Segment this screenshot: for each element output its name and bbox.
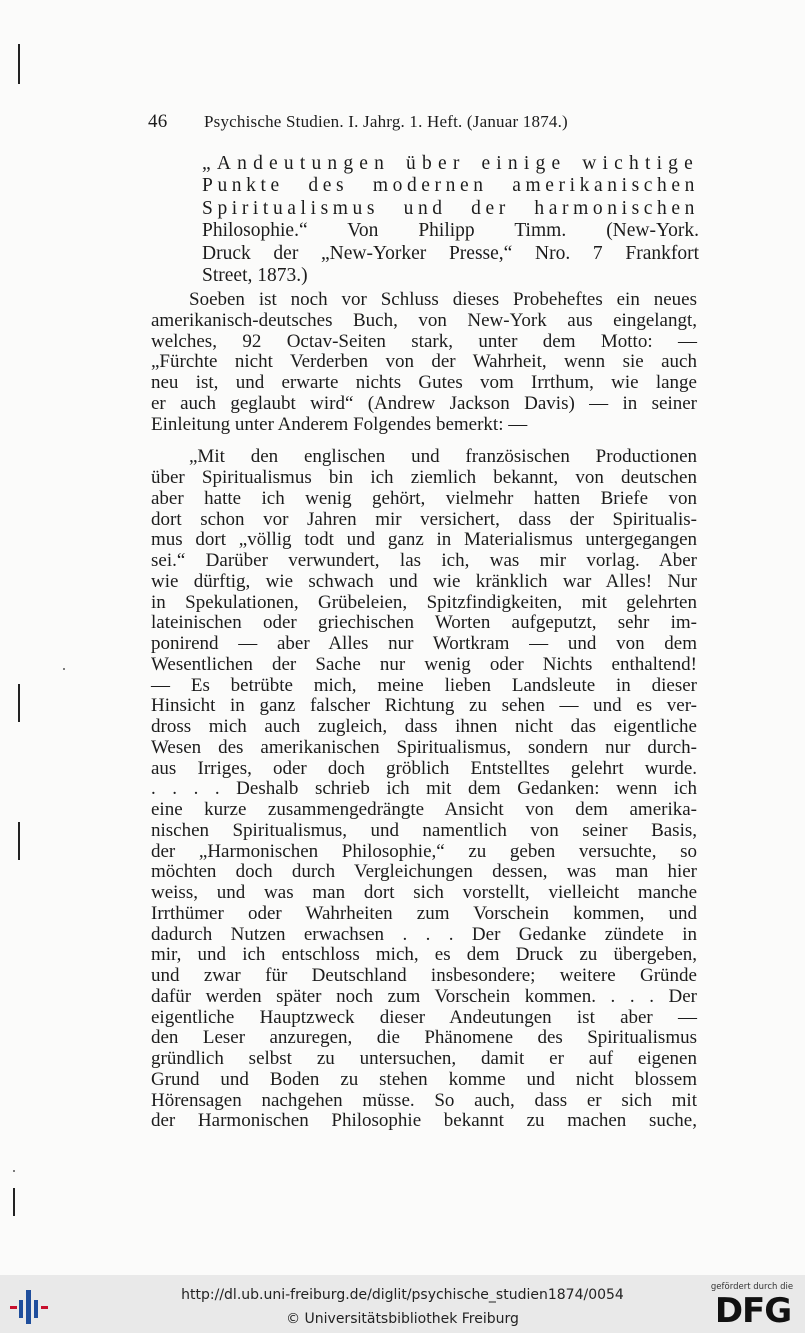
library-logo-icon xyxy=(10,1288,52,1326)
body-line: . . . . Deshalb schrieb ich mit dem Gedanken: wenn ich xyxy=(151,778,697,800)
body-line: Wesentlichen der Sache nur wenig oder Nichts enthaltend! xyxy=(151,653,697,675)
body-line: mir, und ich entschloss mich, es dem Druck zu übergeben, xyxy=(151,944,697,966)
running-header xyxy=(148,111,698,135)
body-line: Hörensagen nachgehen müsse. So auch, dass er sich mit xyxy=(151,1089,697,1111)
body-line: Grund und Boden zu stehen komme und nicht blossem xyxy=(151,1068,697,1090)
copyright-notice: © Universitätsbibliothek Freiburg xyxy=(286,1311,519,1327)
book-citation xyxy=(202,153,699,287)
margin-line xyxy=(18,44,20,84)
margin-dot xyxy=(13,1170,15,1172)
body-line: eine kurze zusammengedrängte Ansicht von dem amerika- xyxy=(151,799,697,820)
page-number: 46 xyxy=(148,111,168,132)
dfg-mark: DFG xyxy=(714,1291,792,1331)
body-line: wie dürftig, wie schwach und wie kränklich war Alles! Nur xyxy=(151,570,697,592)
body-line: „Fürchte nicht Verderben von der Wahrheit, wenn sie auch xyxy=(151,351,697,373)
body-line: gründlich selbst zu untersuchen, damit er auf eigenen xyxy=(151,1048,697,1069)
footer-bar xyxy=(0,1275,805,1333)
citation-line: Spiritualismus und der harmonischen xyxy=(202,197,699,219)
citation-line: Philosophie.“ Von Philipp Timm. (New-York. xyxy=(202,220,699,242)
margin-line xyxy=(18,822,20,860)
body-line: Einleitung unter Anderem Folgendes bemerkt: — xyxy=(151,413,528,435)
body-line: aus Irriges, oder doch gröblich Entstelltes gelehrt wurde. xyxy=(151,757,697,779)
body-line: dadurch Nutzen erwachsen . . . Der Gedanke zündete in xyxy=(151,923,697,945)
body-line: der Harmonischen Philosophie bekannt zu machen suche, xyxy=(151,1110,697,1132)
body-line: neu ist, und erwarte nichts Gutes vom Irrthum, wie lange xyxy=(151,372,697,393)
citation-line: Street, 1873.) xyxy=(202,264,308,286)
citation-line: Punkte des modernen amerikanischen xyxy=(202,175,699,197)
body-line: Irrthümer oder Wahrheiten zum Vorschein kommen, und xyxy=(151,902,697,924)
body-line: eigentliche Hauptzweck dieser Andeutungen ist aber — xyxy=(151,1006,697,1028)
body-line: mus dort „völlig todt und ganz in Materialismus untergegangen xyxy=(151,529,697,551)
body-line: sei.“ Darüber verwundert, las ich, was mir vorlag. Aber xyxy=(151,550,697,571)
body-line: welches, 92 Octav-Seiten stark, unter dem Motto: — xyxy=(151,330,697,352)
body-line: dort schon vor Jahren mir versichert, dass der Spiritualis- xyxy=(151,508,697,530)
body-line: den Leser anzuregen, die Phänomene des Spiritualismus xyxy=(151,1027,697,1049)
body-line: lateinischen oder griechischen Worten aufgeputzt, sehr im- xyxy=(151,612,697,634)
body-line: dafür werden später noch zum Vorschein kommen. . . . Der xyxy=(151,985,697,1007)
margin-dot xyxy=(63,668,65,670)
body-line: über Spiritualismus bin ich ziemlich bekannt, von deutschen xyxy=(151,467,697,488)
body-line: aber hatte ich wenig gehört, vielmehr hatten Briefe von xyxy=(151,487,697,509)
body-line: weiss, und was man dort sich vorstellt, vielleicht manche xyxy=(151,882,697,903)
body-line: nischen Spiritualismus, und namentlich von seiner Basis, xyxy=(151,819,697,841)
dfg-logo xyxy=(706,1282,798,1330)
margin-line xyxy=(18,684,20,722)
dfg-tagline: gefördert durch die xyxy=(710,1282,794,1292)
article-body xyxy=(151,290,697,1132)
body-line: „Mit den englischen und französischen Productionen xyxy=(189,446,697,468)
body-line: möchten doch durch Vergleichungen dessen, was man hier xyxy=(151,861,697,883)
body-line: amerikanisch-deutsches Buch, von New-York aus eingelangt, xyxy=(151,309,697,331)
body-line: Hinsicht in ganz falscher Richtung zu sehen — und es ver- xyxy=(151,695,697,717)
body-line: ponirend — aber Alles nur Wortkram — und von dem xyxy=(151,633,697,654)
permalink-url[interactable]: http://dl.ub.uni-freiburg.de/diglit/psychische_studien1874/0054 xyxy=(181,1287,624,1303)
citation-line: Druck der „New-Yorker Presse,“ Nro. 7 Frankfort xyxy=(202,242,699,264)
body-line: und zwar für Deutschland insbesondere; weitere Gründe xyxy=(151,965,697,986)
body-line: — Es betrübte mich, meine lieben Landsleute in dieser xyxy=(151,674,697,696)
running-head: Psychische Studien. I. Jahrg. 1. Heft. (Januar 1874.) xyxy=(204,112,568,131)
body-line: in Spekulationen, Grübeleien, Spitzfindigkeiten, mit gelehrten xyxy=(151,591,697,613)
body-line: er auch geglaubt wird“ (Andrew Jackson Davis) — in seiner xyxy=(151,392,697,414)
citation-line: „Andeutungen über einige wichtige xyxy=(202,153,699,174)
body-line: der „Harmonischen Philosophie,“ zu geben versuchte, so xyxy=(151,840,697,862)
body-line: Soeben ist noch vor Schluss dieses Probeheftes ein neues xyxy=(189,289,697,310)
body-line: Wesen des amerikanischen Spiritualismus, sondern nur durch- xyxy=(151,736,697,758)
margin-line xyxy=(13,1188,15,1216)
body-line: dross mich auch zugleich, dass ihnen nicht das eigentliche xyxy=(151,716,697,737)
